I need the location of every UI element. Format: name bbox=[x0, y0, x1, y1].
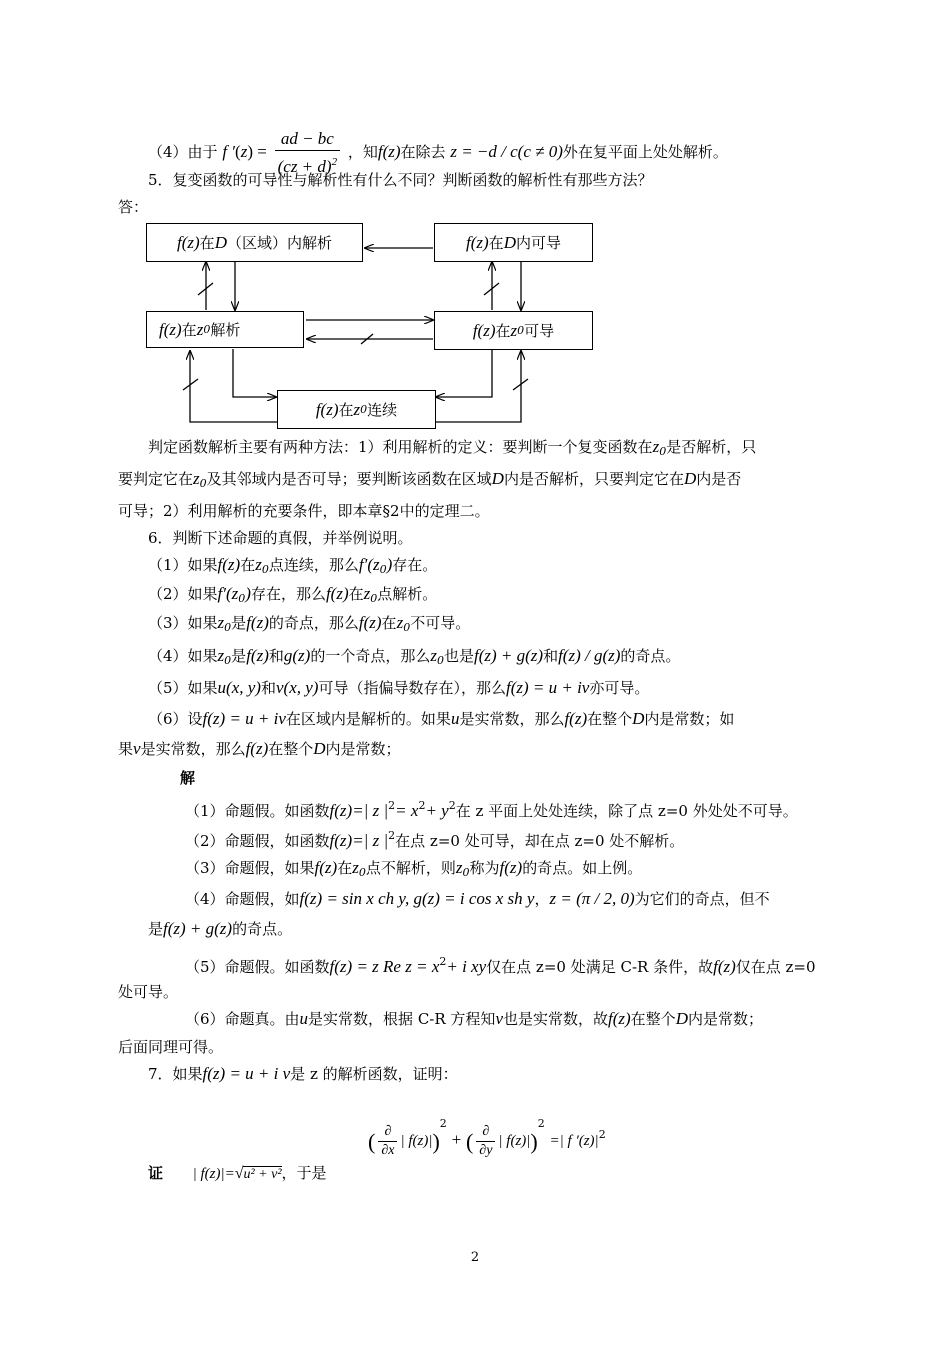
q6-p6-cont: 果v是实常数，那么f(z)在整个D内是常数； bbox=[118, 739, 401, 758]
box-differentiable-in-domain: f(z) 在 D 内可导 bbox=[434, 223, 593, 262]
box-differentiable-at-point: f(z) 在 z 0 可导 bbox=[434, 311, 593, 350]
q5-answer-label: 答： bbox=[118, 198, 149, 216]
q7-title: 7．如果f(z) = u + i v是 z 的解析函数，证明： bbox=[148, 1064, 458, 1083]
q6-p6: （6）设f(z) = u + iv在区域内是解析的。如果u是实常数，那么f(z)在整个D内是常数；如 bbox=[148, 709, 735, 728]
q7-proof: 证 | f(z)|=√u² + v²，于是 bbox=[148, 1164, 327, 1182]
f-prime-z: f ′ bbox=[222, 142, 236, 161]
sol-1: （1）命题假。如函数f(z)=| z $|^2= x^2+ y^2$在 z 平面上处处连续，除了点 z=0 外处处不可导。 bbox=[185, 799, 798, 820]
sol-4-cont: 是f(z) + g(z)的奇点。 bbox=[148, 919, 293, 938]
q6-title: 6．判断下述命题的真假，并举例说明。 bbox=[148, 529, 413, 547]
page-number: 2 bbox=[470, 1250, 480, 1265]
derivative-fraction: $\frac{ad - bc}{(cz + d)^2}$ bbox=[275, 128, 340, 178]
box-analytic-at-point: f(z) 在 z 0 解析 bbox=[146, 311, 304, 348]
q7-equation: ( $\frac{\partial}{\partial x}$ | f(z)|)$^2$ + ( $\frac{\partial}{\partial y}$ | f(z)|)$^2$ =| f $'(z)|^2$ bbox=[368, 1117, 606, 1158]
box-continuous-at-point: f(z) 在 z 0 连续 bbox=[277, 390, 436, 429]
q6-p3: （3）如果$z_0$是f(z)的奇点，那么f(z)在$z_0$不可导。 bbox=[148, 613, 471, 634]
method-para-2: 要判定它在$z_0$及其邻域内是否可导；要判断该函数在区域D内是否解析，只要判定它在D内是否 bbox=[118, 469, 742, 490]
box-analytic-in-domain: f(z) 在 D （区域）内解析 bbox=[146, 223, 363, 262]
sol-5-cont: 处可导。 bbox=[118, 983, 179, 1001]
method-para-3: 可导；2）利用解析的充要条件，即本章§2中的定理二。 bbox=[118, 502, 490, 520]
solution-label: 解 bbox=[180, 769, 196, 787]
item4-line: （4）由于 f ′(z) = $\frac{ad - bc}{(cz + d)^2}$ ，知f(z)在除去 z = −d / c(c ≠ 0)外在复平面上处处解析。 bbox=[148, 129, 728, 176]
q6-p4: （4）如果$z_0$是f(z)和g(z)的一个奇点，那么$z_0$也是f(z) + g(z)和f(z) / g(z)的奇点。 bbox=[148, 646, 681, 667]
sol-4: （4）命题假，如f(z) = sin x ch y, g(z) = i cos x sh y，z = (π / 2, 0)为它们的奇点，但不 bbox=[185, 889, 770, 908]
sol-2: （2）命题假，如函数f(z)=| z $|^2$在点 z=0 处可导，却在点 z=0 处不解析。 bbox=[185, 829, 685, 850]
q6-p5: （5）如果u(x, y)和v(x, y)可导（指偏导数存在），那么f(z) = u + iv亦可导。 bbox=[148, 678, 650, 697]
q6-p1: （1）如果f(z)在$z_0$点连续，那么$f'(z_0)$存在。 bbox=[148, 555, 438, 576]
q5-title: 5．复变函数的可导性与解析性有什么不同？判断函数的解析性有那些方法？ bbox=[148, 171, 653, 189]
q6-p2: （2）如果$f'(z_0)$存在，那么f(z)在$z_0$点解析。 bbox=[148, 584, 438, 605]
sol-6-cont: 后面同理可得。 bbox=[118, 1038, 224, 1056]
sol-5: （5）命题假。如函数f(z) = z Re $z = x^2+ i$ xy仅在点 z=0 处满足 C-R 条件，故f(z)仅在点 z=0 bbox=[185, 955, 816, 976]
sol-3: （3）命题假，如果f(z)在$z_0$点不解析，则$z_0$称为f(z)的奇点。如上例。 bbox=[185, 858, 643, 879]
method-para-1: 判定函数解析主要有两种方法：1）利用解析的定义：要判断一个复变函数在$z_0$是否解析，只 bbox=[148, 437, 757, 458]
sol-6: （6）命题真。由u是实常数，根据 C-R 方程知v也是实常数，故f(z)在整个D内是常数； bbox=[185, 1009, 763, 1028]
